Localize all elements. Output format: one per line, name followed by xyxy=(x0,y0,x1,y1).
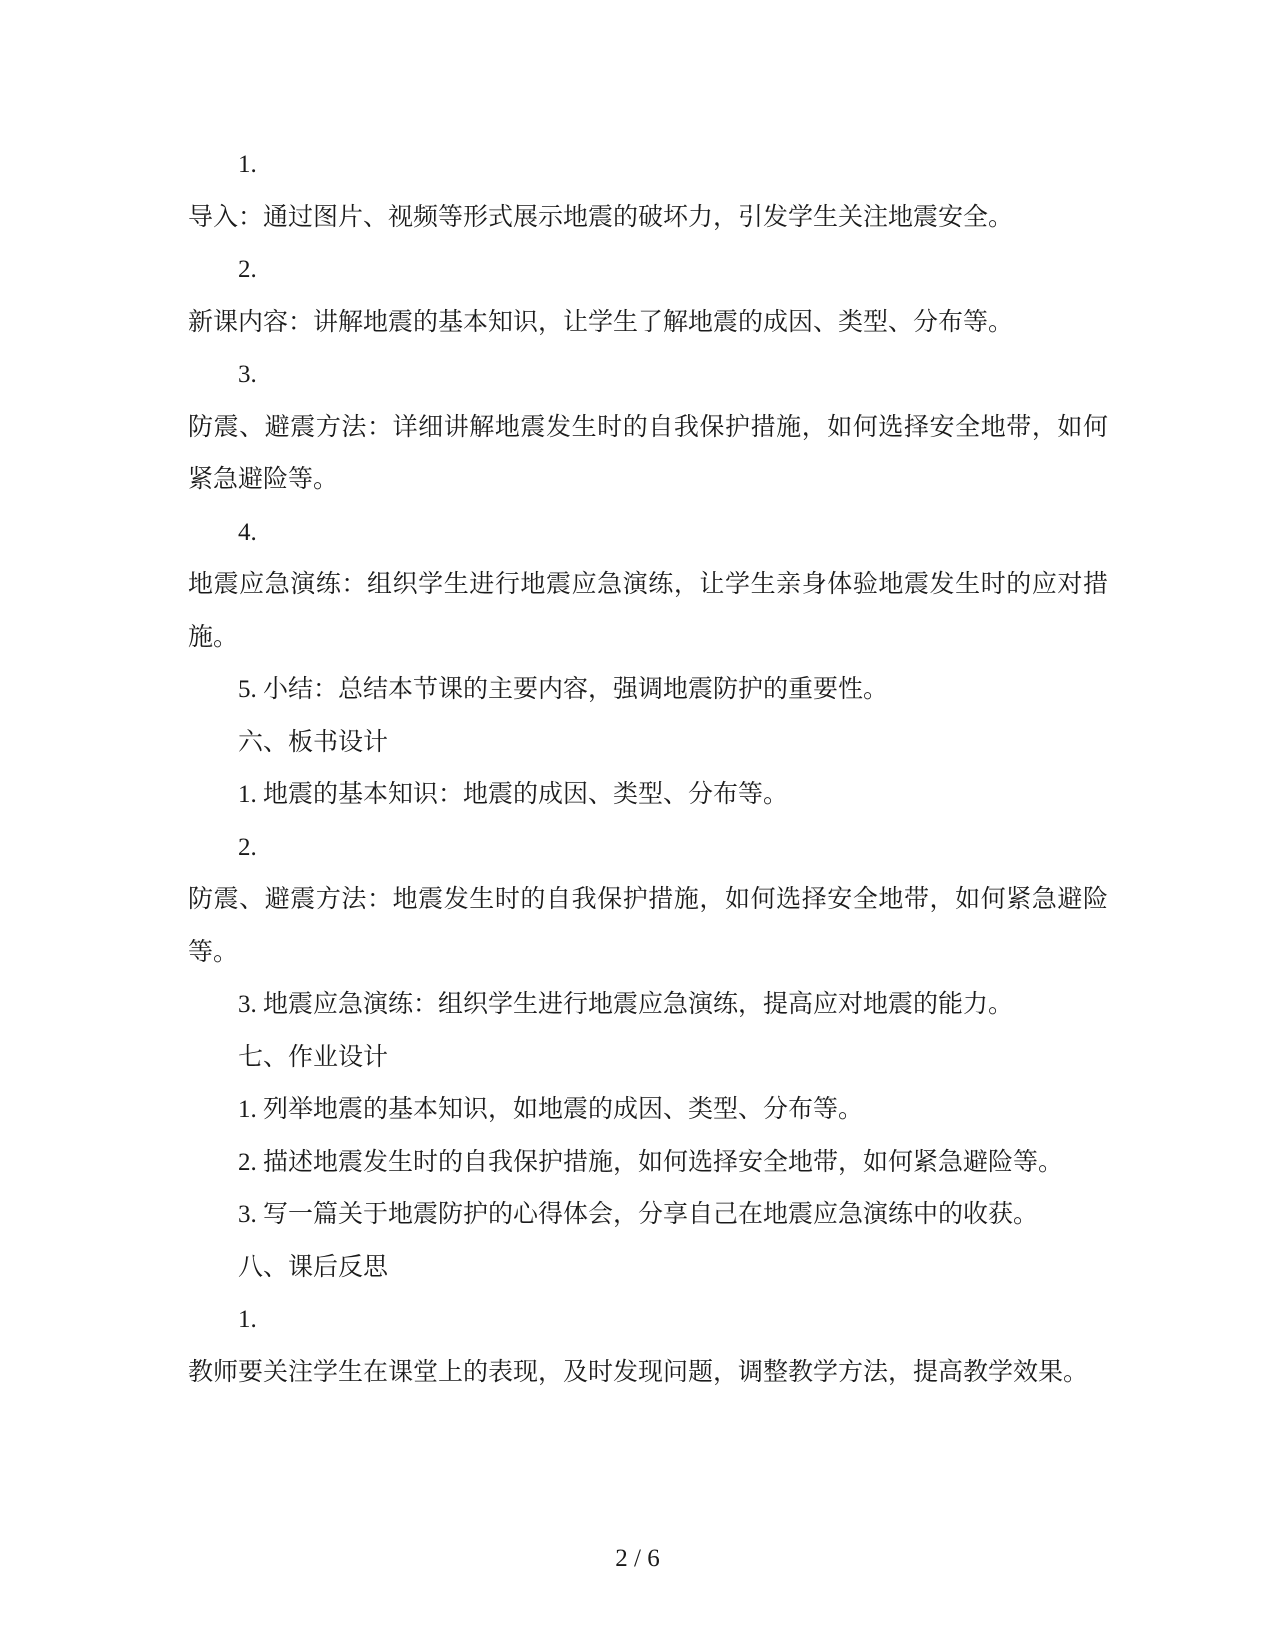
list-number: 1. xyxy=(238,1306,257,1333)
list-item-text: 地震应急演练：组织学生进行地震应急演练，让学生亲身体验地震发生时的应对措施。 xyxy=(188,571,1108,651)
list-item-text: 3. 地震应急演练：组织学生进行地震应急演练，提高应对地震的能力。 xyxy=(238,991,1014,1018)
section-heading-board-design: 六、板书设计 xyxy=(238,728,389,756)
page-number: 2 / 6 xyxy=(615,1545,660,1572)
document-body xyxy=(188,139,1108,1399)
section-heading-after-class-reflection: 八、课后反思 xyxy=(238,1253,389,1281)
list-item-text: 新课内容：讲解地震的基本知识，让学生了解地震的成因、类型、分布等。 xyxy=(188,308,1014,336)
list-number: 4. xyxy=(238,518,257,546)
list-item-text: 1. 列举地震的基本知识，如地震的成因、类型、分布等。 xyxy=(238,1096,864,1123)
list-number: 1. xyxy=(238,151,257,178)
section-heading-homework-design: 七、作业设计 xyxy=(238,1043,389,1071)
list-item-text: 2. 描述地震发生时的自我保护措施，如何选择安全地带，如何紧急避险等。 xyxy=(238,1148,1064,1176)
list-number: 2. xyxy=(238,256,257,283)
list-number: 2. xyxy=(238,833,257,861)
list-item-text: 防震、避震方法：地震发生时的自我保护措施，如何选择安全地带，如何紧急避险等。 xyxy=(188,886,1108,966)
list-number: 3. xyxy=(238,361,257,388)
list-item-text: 3. 写一篇关于地震防护的心得体会，分享自己在地震应急演练中的收获。 xyxy=(238,1201,1039,1228)
list-item-text: 教师要关注学生在课堂上的表现，及时发现问题，调整教学方法，提高教学效果。 xyxy=(188,1358,1089,1386)
list-item-text: 5. 小结：总结本节课的主要内容，强调地震防护的重要性。 xyxy=(238,676,889,703)
list-item-text: 1. 地震的基本知识：地震的成因、类型、分布等。 xyxy=(238,781,789,808)
list-item-text: 导入：通过图片、视频等形式展示地震的破坏力，引发学生关注地震安全。 xyxy=(188,203,1014,231)
list-item-text: 防震、避震方法：详细讲解地震发生时的自我保护措施，如何选择安全地带，如何紧急避险等。 xyxy=(188,413,1108,493)
